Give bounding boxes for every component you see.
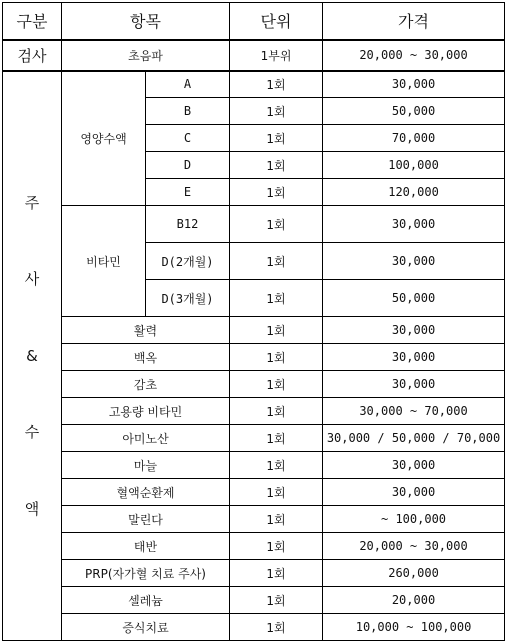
category-char: 사 — [24, 270, 40, 289]
table-row — [3, 533, 505, 560]
item-name: PRP(자가혈 치료 주사) — [62, 560, 230, 587]
category-char: & — [26, 346, 38, 365]
sub-item: C — [146, 125, 230, 152]
price-cell: 30,000 — [323, 371, 505, 398]
unit-cell: 1회 — [230, 452, 323, 479]
item-name: 감초 — [62, 371, 230, 398]
exam-row — [3, 40, 505, 71]
category-char: 수 — [24, 423, 40, 442]
table-row — [3, 371, 505, 398]
category-char: 주 — [24, 193, 40, 212]
price-cell: 10,000 ~ 100,000 — [323, 614, 505, 641]
header-price: 가격 — [323, 3, 505, 40]
unit-cell: 1회 — [230, 344, 323, 371]
injection-category — [3, 71, 62, 641]
sub-item: D(3개월) — [146, 280, 230, 317]
exam-unit: 1부위 — [230, 40, 323, 71]
item-name: 백옥 — [62, 344, 230, 371]
exam-price: 20,000 ~ 30,000 — [323, 40, 505, 71]
price-cell: 50,000 — [323, 280, 505, 317]
table-row — [3, 398, 505, 425]
unit-cell: 1회 — [230, 179, 323, 206]
sub-item: B — [146, 98, 230, 125]
price-cell: 120,000 — [323, 179, 505, 206]
price-cell: 30,000 — [323, 344, 505, 371]
unit-cell: 1회 — [230, 317, 323, 344]
item-name: 태반 — [62, 533, 230, 560]
table-row — [3, 452, 505, 479]
unit-cell: 1회 — [230, 533, 323, 560]
unit-cell: 1회 — [230, 152, 323, 179]
price-cell: 30,000 ~ 70,000 — [323, 398, 505, 425]
item-name: 활력 — [62, 317, 230, 344]
header-row — [3, 3, 505, 40]
item-name: 말린다 — [62, 506, 230, 533]
table-row — [3, 560, 505, 587]
item-name: 증식치료 — [62, 614, 230, 641]
price-cell: 100,000 — [323, 152, 505, 179]
group-name: 영양수액 — [62, 71, 146, 206]
item-name: 혈액순환제 — [62, 479, 230, 506]
unit-cell: 1회 — [230, 371, 323, 398]
unit-cell: 1회 — [230, 425, 323, 452]
unit-cell: 1회 — [230, 479, 323, 506]
price-cell: 260,000 — [323, 560, 505, 587]
unit-cell: 1회 — [230, 206, 323, 243]
unit-cell: 1회 — [230, 98, 323, 125]
unit-cell: 1회 — [230, 587, 323, 614]
table-row — [3, 206, 505, 243]
price-cell: 20,000 — [323, 587, 505, 614]
item-name: 셀레늄 — [62, 587, 230, 614]
table-row — [3, 506, 505, 533]
price-cell: 30,000 — [323, 243, 505, 280]
price-cell: 30,000 — [323, 479, 505, 506]
unit-cell: 1회 — [230, 280, 323, 317]
table-row — [3, 71, 505, 98]
unit-cell: 1회 — [230, 398, 323, 425]
exam-item: 초음파 — [62, 40, 230, 71]
group-name: 비타민 — [62, 206, 146, 317]
price-cell: 20,000 ~ 30,000 — [323, 533, 505, 560]
table-row — [3, 425, 505, 452]
exam-category: 검사 — [3, 40, 62, 71]
unit-cell: 1회 — [230, 506, 323, 533]
unit-cell: 1회 — [230, 71, 323, 98]
table-row — [3, 479, 505, 506]
price-cell: 70,000 — [323, 125, 505, 152]
item-name: 마늘 — [62, 452, 230, 479]
price-cell: 30,000 — [323, 317, 505, 344]
unit-cell: 1회 — [230, 614, 323, 641]
item-name: 고용량 비타민 — [62, 398, 230, 425]
price-cell: 30,000 — [323, 71, 505, 98]
price-cell: 50,000 — [323, 98, 505, 125]
item-name: 아미노산 — [62, 425, 230, 452]
header-unit: 단위 — [230, 3, 323, 40]
table-row — [3, 344, 505, 371]
table-row — [3, 614, 505, 641]
price-cell: ~ 100,000 — [323, 506, 505, 533]
table-row — [3, 587, 505, 614]
unit-cell: 1회 — [230, 560, 323, 587]
sub-item: B12 — [146, 206, 230, 243]
price-cell: 30,000 — [323, 452, 505, 479]
price-table — [2, 2, 505, 641]
sub-item: A — [146, 71, 230, 98]
sub-item: D — [146, 152, 230, 179]
header-item: 항목 — [62, 3, 230, 40]
table-row — [3, 317, 505, 344]
unit-cell: 1회 — [230, 243, 323, 280]
unit-cell: 1회 — [230, 125, 323, 152]
sub-item: E — [146, 179, 230, 206]
price-cell: 30,000 — [323, 206, 505, 243]
header-category: 구분 — [3, 3, 62, 40]
price-cell: 30,000 / 50,000 / 70,000 — [323, 425, 505, 452]
category-char: 액 — [24, 499, 40, 518]
sub-item: D(2개월) — [146, 243, 230, 280]
